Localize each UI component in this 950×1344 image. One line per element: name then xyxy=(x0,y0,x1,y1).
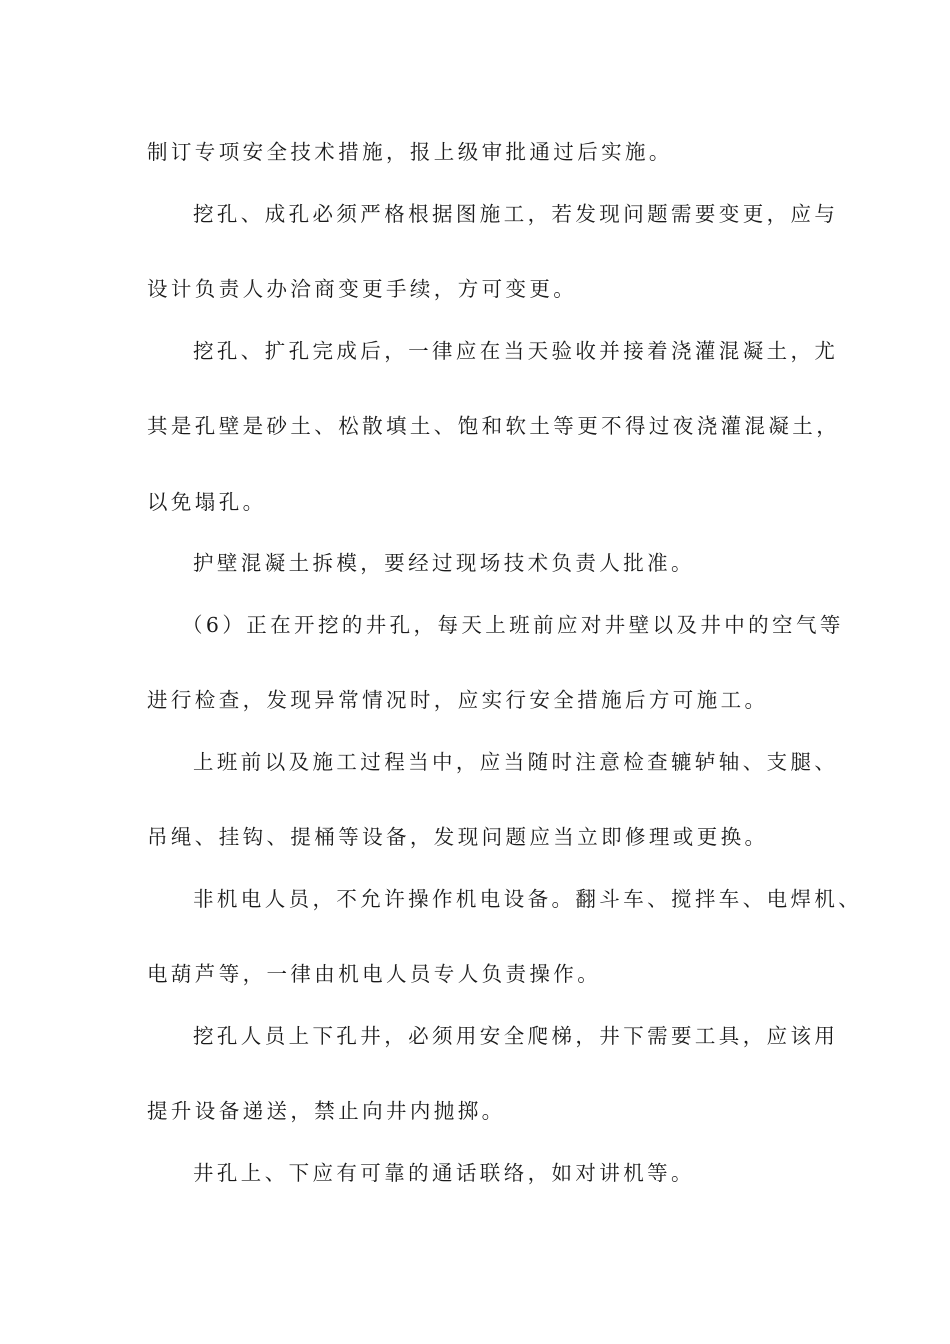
text-line: 设计负责人办洽商变更手续，方可变更。 xyxy=(147,277,578,301)
text-line: 挖孔、扩孔完成后，一律应在当天验收并接着浇灌混凝土，尤 xyxy=(193,339,839,363)
text-line: 进行检查，发现异常情况时，应实行安全措施后方可施工。 xyxy=(147,688,769,712)
text-line: 井孔上、下应有可靠的通话联络，如对讲机等。 xyxy=(193,1161,695,1185)
text-line: 其是孔壁是砂土、松散填土、饱和软土等更不得过夜浇灌混凝土， xyxy=(147,414,841,438)
text-line: 电葫芦等，一律由机电人员专人负责操作。 xyxy=(147,962,602,986)
text-line: 挖孔、成孔必须严格根据图施工，若发现问题需要变更，应与 xyxy=(193,202,839,226)
text-line: 提升设备递送，禁止向井内抛掷。 xyxy=(147,1099,506,1123)
text-line: 护壁混凝土拆模，要经过现场技术负责人批准。 xyxy=(193,551,695,575)
text-line: 非机电人员，不允许操作机电设备。翻斗车、搅拌车、电焊机、 xyxy=(193,887,863,911)
text-line: 挖孔人员上下孔井，必须用安全爬梯，井下需要工具，应该用 xyxy=(193,1024,839,1048)
text-line: 制订专项安全技术措施，报上级审批通过后实施。 xyxy=(147,140,673,164)
text-line: 吊绳、挂钩、提桶等设备，发现问题应当立即修理或更换。 xyxy=(147,825,769,849)
text-line: 以免塌孔。 xyxy=(147,490,267,514)
text-line: 上班前以及施工过程当中，应当随时注意检查辘轳轴、支腿、 xyxy=(193,750,839,774)
text-line: （6）正在开挖的井孔，每天上班前应对井壁以及井中的空气等 xyxy=(182,613,844,637)
